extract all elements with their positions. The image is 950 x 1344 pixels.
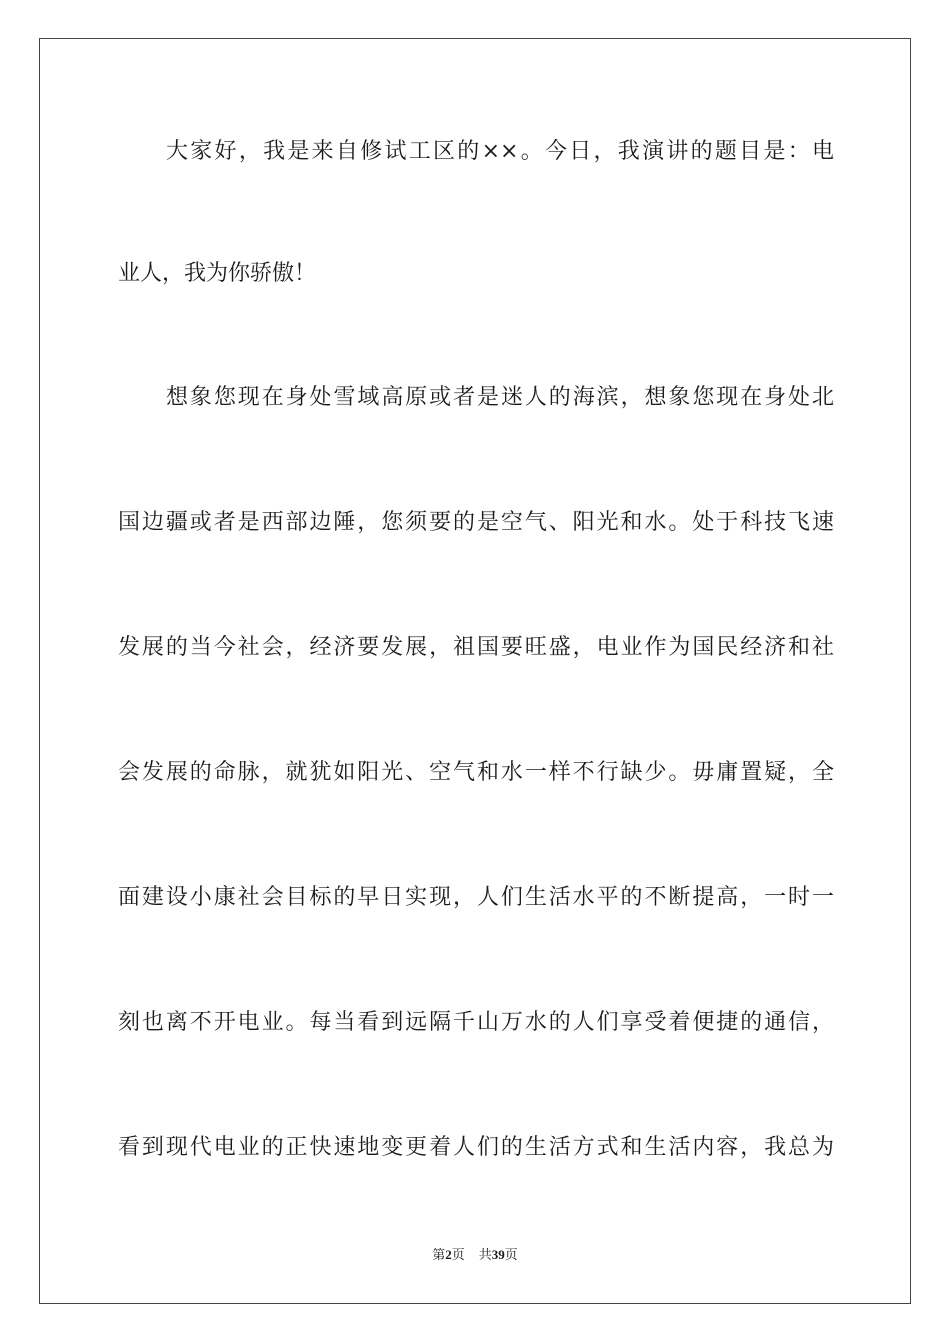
paragraph-2-line-7: 看到现代电业的正快速地变更着人们的生活方式和生活内容，我总为 [118, 1135, 834, 1160]
paragraph-2-line-5: 面建设小康社会目标的早日实现，人们生活水平的不断提高，一时一 [118, 885, 834, 910]
page-number: 2 [445, 1247, 452, 1262]
paragraph-2-line-3: 发展的当今社会，经济要发展，祖国要旺盛，电业作为国民经济和社 [118, 635, 834, 660]
paragraph-2-line-1: 想象您现在身处雪域高原或者是迷人的海滨，想象您现在身处北 [166, 385, 834, 410]
total-pages: 39 [491, 1247, 505, 1262]
total-prefix: 共 [478, 1248, 492, 1263]
page-prefix: 第 [432, 1248, 446, 1263]
paragraph-2-line-2: 国边疆或者是西部边陲，您须要的是空气、阳光和水。处于科技飞速 [118, 510, 834, 535]
paragraph-1-line-2: 业人，我为你骄傲！ [118, 261, 317, 286]
paragraph-1-line-1: 大家好，我是来自修试工区的××。今日，我演讲的题目是：电 [166, 139, 834, 164]
paragraph-2-line-4: 会发展的命脉，就犹如阳光、空气和水一样不行缺少。毋庸置疑，全 [118, 760, 834, 785]
page-suffix: 页 [451, 1248, 465, 1263]
paragraph-2-line-6: 刻也离不开电业。每当看到远隔千山万水的人们享受着便捷的通信， [118, 1010, 834, 1035]
page-footer [0, 1246, 950, 1265]
page-border [39, 38, 911, 1304]
total-suffix: 页 [504, 1248, 518, 1263]
